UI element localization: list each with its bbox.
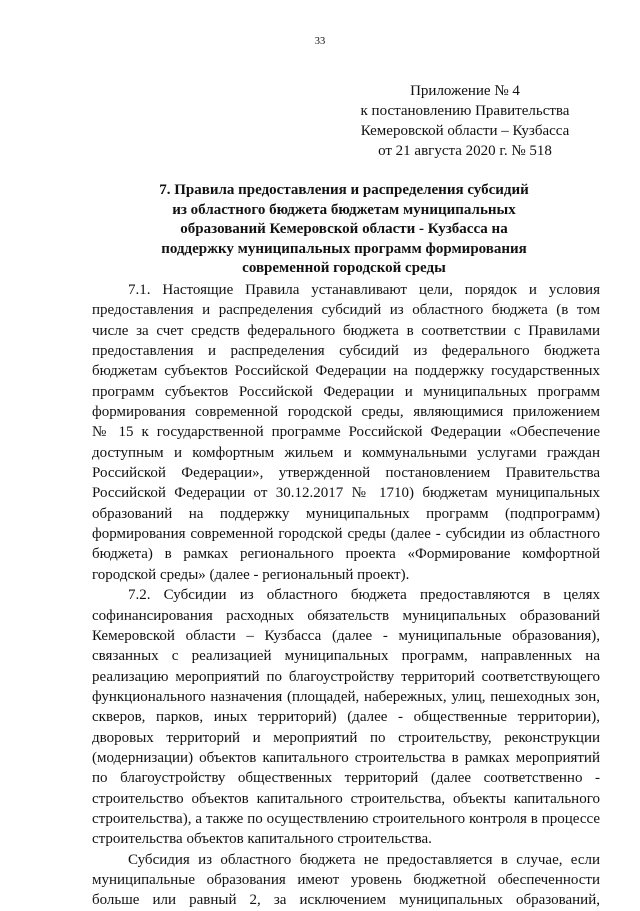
paragraph-line: числе за счет средств федерального бюджета в соответствии с Правилами <box>92 322 600 339</box>
paragraph-line: доступным и комфортным жильем и коммунальными услугами граждан <box>92 444 600 461</box>
paragraph-line: дворовых территорий и мероприятий по строительству, реконструкции <box>92 729 600 746</box>
appendix-line: к постановлению Правительства <box>360 103 570 119</box>
paragraph-line: Кемеровской области – Кузбасса (далее - муниципальные образования), <box>92 627 600 644</box>
paragraph-line: строительства объектов капитального строительства. <box>92 831 432 848</box>
page-number: 33 <box>314 36 326 47</box>
paragraph-line: (модернизации) объектов капитального строительства в рамках мероприятий <box>92 749 600 766</box>
paragraph-line: функционального назначения (площадей, набережных, улиц, пешеходных зон, <box>92 688 600 705</box>
appendix-line: Приложение № 4 <box>410 83 520 99</box>
paragraph-line: софинансирования расходных обязательств муниципальных образований <box>92 607 600 624</box>
paragraph-line: скверов, парков, иных территорий) (далее - общественные территории), <box>92 709 600 726</box>
paragraph <box>92 850 600 911</box>
title-line: современной городской среды <box>242 260 446 276</box>
title-line: образований Кемеровской области - Кузбасса на <box>180 221 508 237</box>
paragraph-line: предоставления и распределения субсидий из областного бюджета (в том <box>92 302 600 319</box>
paragraph-line: Российской Федерации», утвержденной постановлением Правительства <box>92 465 600 482</box>
paragraph-line: связанных с реализацией муниципальных программ, направленных на <box>92 648 600 665</box>
paragraph-line: 7.1. Настоящие Правила устанавливают цели, порядок и условия <box>128 282 600 298</box>
paragraph-line: бюджетам субъектов Российской Федерации на поддержку государственных <box>92 363 600 380</box>
title-line: из областного бюджета бюджетам муниципальных <box>172 201 516 218</box>
paragraph-line: программ субъектов Российской Федерации и муниципальных программ <box>92 383 600 400</box>
paragraph-line: городской среды» (далее - региональный проект). <box>92 566 410 583</box>
paragraph-line: строительства), а также по осуществлению строительного контроля в процессе <box>92 810 600 827</box>
appendix-header <box>330 81 600 161</box>
paragraph-line: 7.2. Субсидии из областного бюджета предоставляются в целях <box>128 587 600 604</box>
paragraph-line: больше или равный 2, за исключением муниципальных образований, <box>92 892 600 909</box>
title-line: поддержку муниципальных программ формирования <box>161 240 527 257</box>
paragraph-line: по благоустройству общественных территорий (далее соответственно - <box>92 770 600 787</box>
paragraph-line: реализацию мероприятий по благоустройству территорий соответствующего <box>92 668 600 685</box>
appendix-line: от 21 августа 2020 г. № 518 <box>378 143 552 159</box>
paragraph-line: Субсидия из областного бюджета не предоставляется в случае, если <box>128 851 600 868</box>
paragraph <box>92 280 600 585</box>
paragraph-line: № 15 к государственной программе Российской Федерации «Обеспечение <box>92 424 600 441</box>
title-line: 7. Правила предоставления и распределения субсидий <box>159 182 529 198</box>
section-title <box>90 181 598 279</box>
paragraph-line: бюджета) в рамках регионального проекта «Формирование комфортной <box>92 546 600 563</box>
appendix-line: Кемеровской области – Кузбасса <box>360 123 570 139</box>
paragraph-line: формирования современной городской среды (далее - субсидии из областного <box>92 526 600 543</box>
body-text <box>92 280 600 911</box>
paragraph-line: муниципальные образования имеют уровень бюджетной обеспеченности <box>92 871 600 888</box>
paragraph-line: образований на поддержку муниципальных программ (подпрограмм) <box>92 505 600 522</box>
paragraph-line: строительство объектов капитального строительства, объекты капитального <box>92 790 600 807</box>
paragraph-line: формирования современной городской среды, являющимися приложением <box>92 404 600 421</box>
paragraph-line: предоставления и распределения субсидий из федерального бюджета <box>92 343 600 360</box>
paragraph-line: Российской Федерации от 30.12.2017 № 1710) бюджетам муниципальных <box>92 485 600 502</box>
paragraph <box>92 585 600 849</box>
